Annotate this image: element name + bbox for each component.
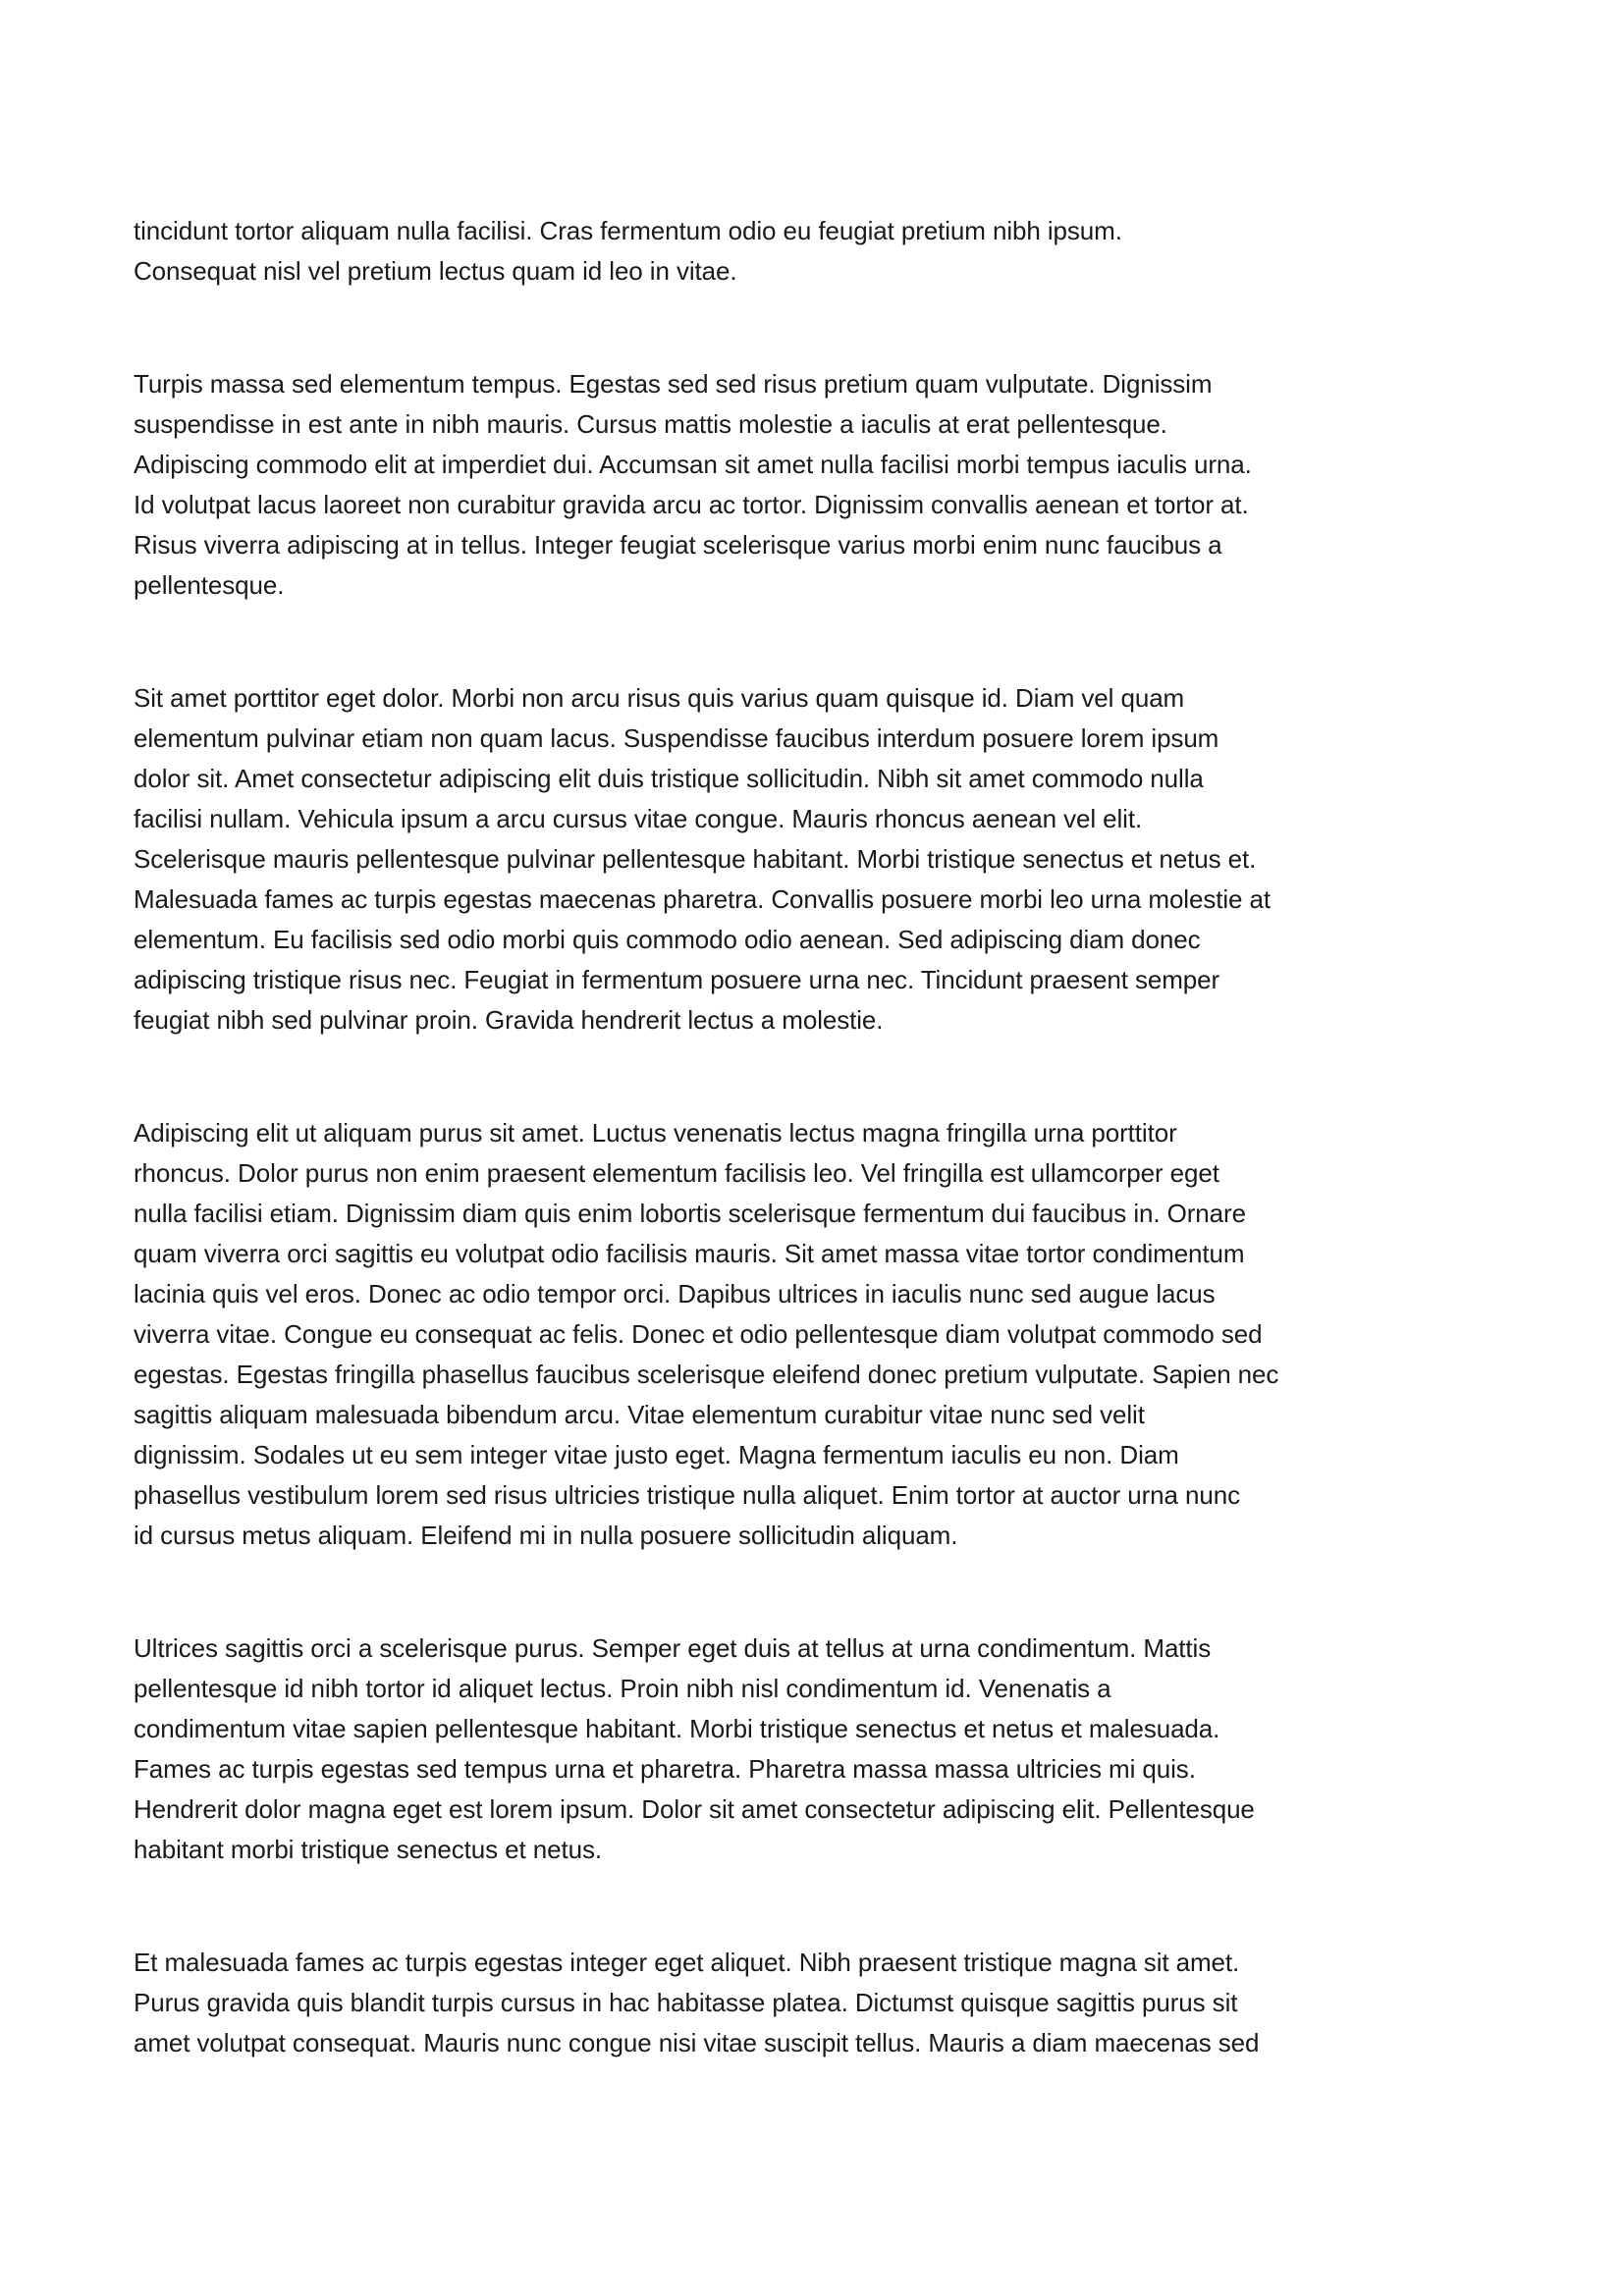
text-line: facilisi nullam. Vehicula ipsum a arcu cursus vitae congue. Mauris rhoncus aenean vel elit. <box>134 804 1143 833</box>
text-line: lacinia quis vel eros. Donec ac odio tempor orci. Dapibus ultrices in iaculis nunc sed augue lacus <box>134 1279 1216 1308</box>
text-line: Risus viverra adipiscing at in tellus. Integer feugiat scelerisque varius morbi enim nunc faucibus a <box>134 530 1222 560</box>
text-line: elementum pulvinar etiam non quam lacus. Suspendisse faucibus interdum posuere lorem ipsum <box>134 723 1219 753</box>
text-line: condimentum vitae sapien pellentesque habitant. Morbi tristique senectus et netus et malesuada. <box>134 1714 1220 1743</box>
text-line: Purus gravida quis blandit turpis cursus in hac habitasse platea. Dictumst quisque sagittis purus sit <box>134 1988 1238 2017</box>
text-line: elementum. Eu facilisis sed odio morbi quis commodo odio aenean. Sed adipiscing diam donec <box>134 925 1201 954</box>
text-line: Ultrices sagittis orci a scelerisque purus. Semper eget duis at tellus at urna condimentum. Mattis <box>134 1633 1212 1663</box>
text-line: rhoncus. Dolor purus non enim praesent elementum facilisis leo. Vel fringilla est ullamcorper eget <box>134 1158 1219 1188</box>
text-line: sagittis aliquam malesuada bibendum arcu. Vitae elementum curabitur vitae nunc sed velit <box>134 1400 1145 1429</box>
text-line: quam viverra orci sagittis eu volutpat odio facilisis mauris. Sit amet massa vitae tortor condimentum <box>134 1239 1245 1268</box>
text-line: dignissim. Sodales ut eu sem integer vitae justo eget. Magna fermentum iaculis eu non. Diam <box>134 1440 1179 1469</box>
text-line: Sit amet porttitor eget dolor. Morbi non arcu risus quis varius quam quisque id. Diam vel quam <box>134 683 1185 713</box>
text-line: nulla facilisi etiam. Dignissim diam quis enim lobortis scelerisque fermentum dui faucibus in. Ornare <box>134 1199 1246 1228</box>
text-line: amet volutpat consequat. Mauris nunc congue nisi vitae suscipit tellus. Mauris a diam maecenas sed <box>134 2028 1260 2057</box>
text-line: Turpis massa sed elementum tempus. Egestas sed sed risus pretium quam vulputate. Dignissim <box>134 369 1213 399</box>
paragraph <box>134 1629 1498 1870</box>
text-line: Malesuada fames ac turpis egestas maecenas pharetra. Convallis posuere morbi leo urna molestie at <box>134 884 1272 914</box>
paragraph <box>134 364 1498 606</box>
text-line: pellentesque. <box>134 570 285 600</box>
text-line: Hendrerit dolor magna eget est lorem ipsum. Dolor sit amet consectetur adipiscing elit. Pellentesque <box>134 1794 1255 1824</box>
text-line: feugiat nibh sed pulvinar proin. Gravida hendrerit lectus a molestie. <box>134 1005 884 1035</box>
text-line: egestas. Egestas fringilla phasellus faucibus scelerisque eleifend donec pretium vulputate. Sapien nec <box>134 1360 1279 1389</box>
text-line: tincidunt tortor aliquam nulla facilisi. Cras fermentum odio eu feugiat pretium nibh ipsum. <box>134 216 1122 245</box>
text-line: adipiscing tristique risus nec. Feugiat in fermentum posuere urna nec. Tincidunt praesent semper <box>134 965 1220 994</box>
text-line: habitant morbi tristique senectus et netus. <box>134 1835 602 1864</box>
text-line: Consequat nisl vel pretium lectus quam id leo in vitae. <box>134 256 737 286</box>
text-line: Adipiscing elit ut aliquam purus sit amet. Luctus venenatis lectus magna fringilla urna porttitor <box>134 1118 1177 1148</box>
text-line: Fames ac turpis egestas sed tempus urna et pharetra. Pharetra massa massa ultricies mi quis. <box>134 1754 1196 1784</box>
text-line: suspendisse in est ante in nibh mauris. Cursus mattis molestie a iaculis at erat pellentesque. <box>134 409 1167 439</box>
paragraph <box>134 1943 1498 2063</box>
text-line: id cursus metus aliquam. Eleifend mi in nulla posuere sollicitudin aliquam. <box>134 1521 958 1550</box>
paragraph <box>134 1113 1498 1556</box>
text-line: dolor sit. Amet consectetur adipiscing elit duis tristique sollicitudin. Nibh sit amet commodo nulla <box>134 764 1204 793</box>
text-line: viverra vitae. Congue eu consequat ac felis. Donec et odio pellentesque diam volutpat commodo sed <box>134 1319 1263 1349</box>
text-line: Adipiscing commodo elit at imperdiet dui. Accumsan sit amet nulla facilisi morbi tempus iaculis urna. <box>134 450 1252 479</box>
text-line: phasellus vestibulum lorem sed risus ultricies tristique nulla aliquet. Enim tortor at auctor urna nunc <box>134 1480 1241 1510</box>
text-line: Id volutpat lacus laoreet non curabitur gravida arcu ac tortor. Dignissim convallis aenean et tortor at. <box>134 490 1249 519</box>
paragraph <box>134 678 1498 1041</box>
text-block <box>134 211 1498 2063</box>
text-line: Et malesuada fames ac turpis egestas integer eget aliquet. Nibh praesent tristique magna sit amet. <box>134 1948 1240 1977</box>
paragraph <box>134 211 1498 292</box>
text-line: pellentesque id nibh tortor id aliquet lectus. Proin nibh nisl condimentum id. Venenatis a <box>134 1674 1111 1703</box>
text-line: Scelerisque mauris pellentesque pulvinar pellentesque habitant. Morbi tristique senectus et netus et. <box>134 844 1257 874</box>
